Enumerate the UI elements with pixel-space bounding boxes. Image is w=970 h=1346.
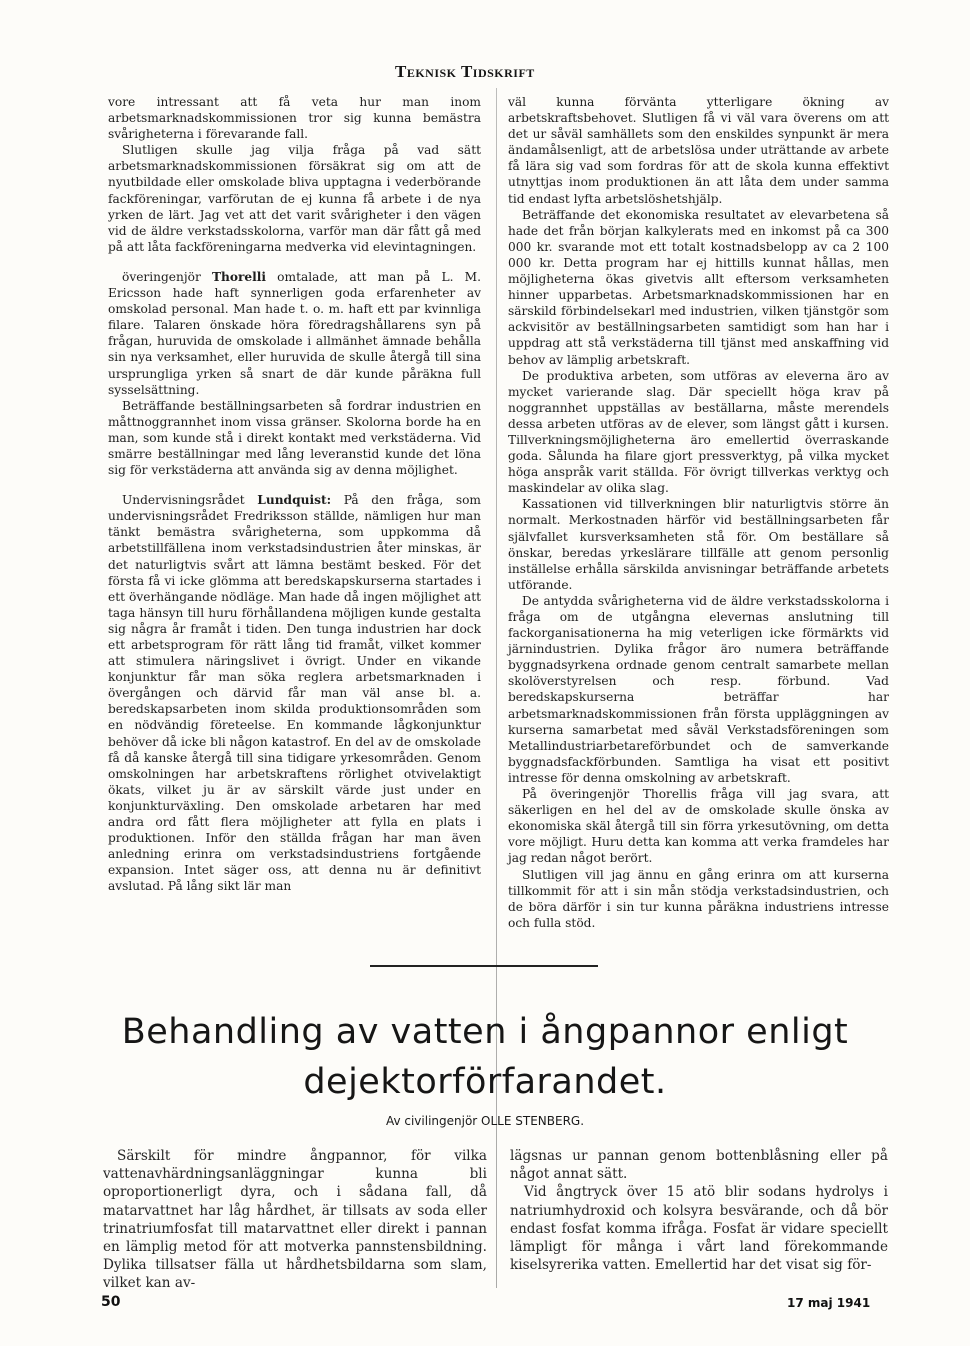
paragraph: Slutligen vill jag ännu en gång erinra om att kurserna tillkommit för att i sin mån stödja verkstadsindustrien, och de böra därför i sin tur kunna påräkna industriens intresse och fulla stöd. [508,867,889,930]
speaker-name: Lundquist: [257,493,332,508]
paragraph-thorelli [108,269,481,398]
paragraph: De produktiva arbeten, som utföras av eleverna äro av mycket varierande slag. Där speciellt höga krav på noggrannhet uppställas av beställarna, måste merendels dessa arbeten utföras av de elever, som längst gått i kursen. Tillverkningsmöjligheterna äro emellertid överraskande goda. Sålunda ha filare gjort pressverktyg, på vilka mycket höga anspråk varit ställda. För övrigt tillverkas verktyg och maskindelar av olika slag. [508,368,889,496]
article-column-right [510,1147,888,1277]
journal-masthead: Teknisk Tidskrift [395,62,535,81]
paragraph: lägsnas ur pannan genom bottenblåsning eller på något annat sätt. [510,1148,888,1183]
page-fold-line [496,88,497,1288]
issue-date: 17 maj 1941 [787,1296,871,1310]
page-number: 50 [101,1294,121,1310]
speaker-text: omtalade, att man på L. M. Ericsson hade haft synnerligen goda erfarenheter av omskolad personal. Man hade t. o. m. haft ett par kvinnliga filare. Talaren önskade höra föredragshållarens syn på frågan, huruvida de omskolade i allmänhet ämnade behålla sin nya verksamhet, eller huruvida de skulle återgå till sina ursprungliga yrken så snart de där kunde påräkna full sysselsättning. [108,269,481,397]
article-column-left [103,1147,487,1292]
discussion-column-left [108,94,481,954]
speaker-title: överingenjör [122,269,212,284]
paragraph: De antydda svårigheterna vid de äldre verkstadsskolorna i fråga om de utgångna elevernas anslutning till fackorganisationerna ha mig veterligen icke förmärkts vid järnindustrien. Dylika frågor äro numera beträffande byggnadsyrkena ordnade genom centralt samarbete mellan skolöverstyrelsen och resp. förbund. Vad beredskapskurserna beträffar har arbetsmarknadskommissionen från första uppläggningen av kurserna samarbetat med såväl Verkstadsföreningen som Metallindustriarbetareförbundet och de samverkande byggnadsfackförbunden. Samtliga ha visat ett positivt intresse för denna omskolning av arbetskraft. [508,593,889,785]
paragraph: Beträffande det ekonomiska resultatet av elevarbetena så hade det från början kalkylerats med en inkomst på ca 300 000 kr. svarande mot ett totalt kostnadsbelopp av ca 2 100 000 kr. Detta program har ej hittills kunnat hållas, men möjligheterna ökas givetvis allt eftersom verksamheten hinner upparbetas. Arbetsmarknadskommissionen har en särskild förbindelsekarl med industrien, vilken tjänstgör som ackvisitör av beställningsarbeten samtidigt som han har i uppdrag att stå verkstäderna till tjänst med anskaffning vid behov av lämplig arbetskraft. [508,207,889,367]
paragraph: På överingenjör Thorellis fråga vill jag svara, att säkerligen en hel del av de omskolade skulle önska av ekonomiska skäl återgå till sin förra yrkesutövning, om detta vore möjligt. Huru detta kan komma att verka framdeles har jag redan något berört. [508,787,889,866]
speaker-text: På den fråga, som undervisningsrådet Fredriksson ställde, nämligen hur man tänkt bemästra svårigheterna, som uppkomma då arbetstillfällena inom verkstadsindustrien åter minskas, är det naturligtvis svårt att lämna bestämt besked. För det första få vi icke glömma att beredskapskurserna startades i ett överhängande nödläge. Man hade då ingen möjlighet att taga hänsyn till huru förhållandena möjligen kunde gestalta sig några år framåt i tiden. Den tunga industrien har dock ett arbetsprogram för rätt lång tid framåt, vilket kommer att stimulera näringslivet i övrigt. Under en vikande konjunktur får man söka reglera arbetsmarknaden i övergången och därvid får man väl anse bl. a. beredskapsarbeten inom skilda produktionsområden som en nödvändig företeelse. En kommande lågkonjunktur behöver då icke bli någon katastrof. En del av de omskolade få då kanske återgå till sina tidigare yrkesområden. Genom omskolningen har arbetskraftens rörlighet otvivelaktigt ökats, vilket ju är av särskilt värde just under en konjunkturväxling. Den omskolade arbetaren har med andra ord fått flera möjligheter att fylla en plats i produktionen. Inför den ställda frågan har man även anledning erinra om verkstadsindustriens fortgående expansion. Intet säger oss, att denna nu är definitivt avslutad. På lång sikt lär man [108,493,481,894]
speaker-title: Undervisningsrådet [122,493,258,508]
paragraph: väl kunna förvänta ytterligare ökning av arbetskraftsbehovet. Slutligen få vi väl vara överens om att det ur såväl samhällets som den enskildes synpunkt är mera ändamålsenligt, att de arbetslösa under uträttande av arbete få lära sig vad som fordras för att de skola kunna effektivt utnyttjas inom produktionen än att låta dem under samma tid endast lyfta arbetslöshetshjälp. [508,95,889,206]
paragraph: vore intressant att få veta hur man inom arbetsmarknadskommissionen tror sig kunna bemästra svårigheterna i förevarande fall. [108,95,481,142]
paragraph: Kassationen vid tillverkningen blir naturligtvis större än normalt. Merkostnaden härför vid beställningsarbeten får självfallet kursverksamheten stå för. Om beställare så önskar, beredas yrkeslärare tillfälle att genom personlig inställelse erhålla särskilda anvisningar beträffande arbetets utförande. [508,497,889,592]
section-divider [370,965,598,967]
discussion-column-right [508,94,889,954]
article-title-line-1: Behandling av vatten i ångpannor enligt [121,1012,849,1052]
paragraph: Slutligen skulle jag vilja fråga på vad sätt arbetsmarknadskommissionen försäkrat sig om att de nyutbildade eller omskolade bliva upptagna i vederbörande fackföreningar, varförutan de ej kunna få arbete i de nya yrken de lärt. Jag vet att det varit svårigheter i den vägen vid de äldre verkstadsskolorna, varför man där fått gå med på att låta fackföreningarna medverka vid elevintagningen. [108,143,481,254]
article-byline: Av civilingenjör OLLE STENBERG. [385,1114,585,1128]
paragraph: Vid ångtryck över 15 atö blir sodans hydrolys i natriumhydroxid och kolsyra besvärande, och då bör endast fosfat komma ifråga. Fosfat är vidare speciellt lämpligt för många i vårt land förekommande kiselsyrerika vatten. Emellertid har det visat sig för- [510,1184,888,1274]
paragraph-lundquist [108,492,481,894]
paragraph: Särskilt för mindre ångpannor, för vilka vattenavhärdningsanläggningar kunna bli oproportionerligt dyra, och i sådana fall, då matarvattnet har låg hårdhet, är tillsats av soda eller trinatriumfosfat till matarvattnet eller direkt i pannan en lämplig metod för att motverka pannstensbildning. Dylika tillsatser fälla ut hårdhetsbildarna som slam, vilket kan av- [103,1148,487,1292]
article-title-line-2: dejektorförfarandet. [303,1062,667,1102]
speaker-name: Thorelli [211,269,267,284]
paragraph: Beträffande beställningsarbeten så fordrar industrien en måttnoggrannhet inom vissa gränser. Skolorna borde ha en man, som kunde stå i direkt kontakt med verkstäderna. Vid smärre beställningar med lång leveranstid kunde det löna sig för verkstäderna att använda sig av denna möjlighet. [108,398,481,478]
